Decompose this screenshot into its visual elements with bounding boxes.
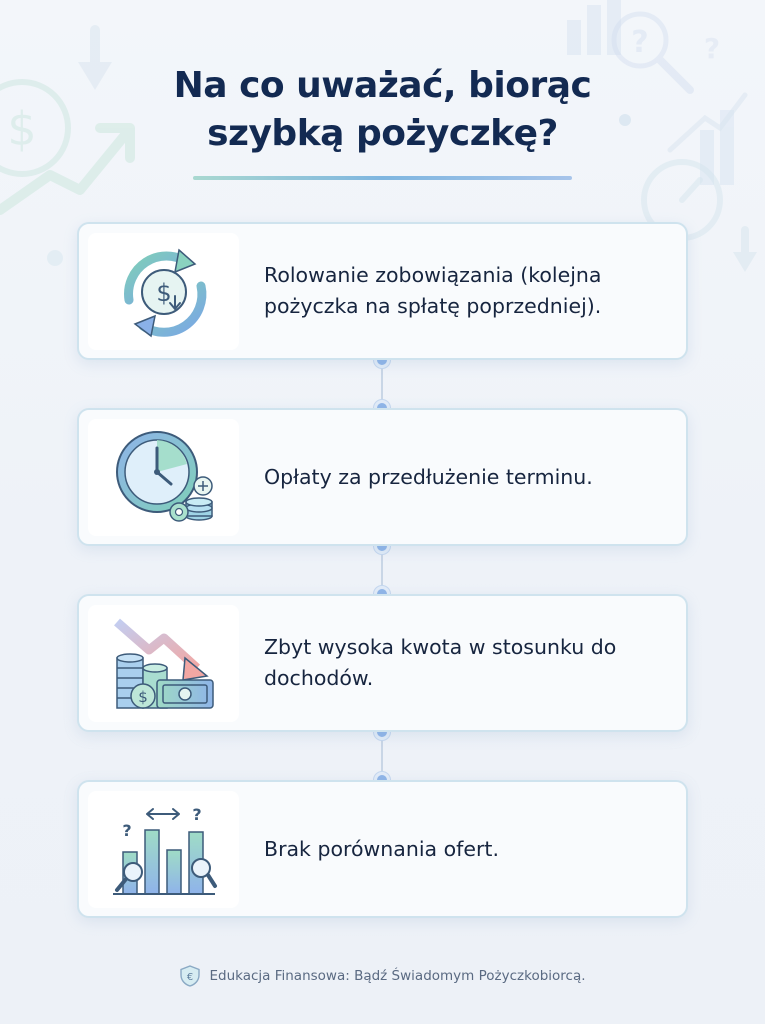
item-text: Zbyt wysoka kwota w stosunku do dochodów. [264,635,617,690]
item-card-4 [77,780,688,918]
title-underline [193,176,572,180]
item-text: Brak porównania ofert. [264,836,499,861]
svg-text:?: ? [121,820,132,840]
shield-euro-icon [179,965,201,987]
svg-text:$: $ [155,278,172,307]
clock-fees-icon [109,428,219,528]
footer-text: Edukacja Finansowa: Bądź Świadomym Pożyczkobiorcą. [209,968,586,984]
svg-text:?: ? [703,32,721,65]
icon-box [88,605,239,722]
bg-arrow-down-right-icon [733,230,757,272]
item-text: Opłaty za przedłużenie terminu. [264,464,593,489]
icon-box [88,419,239,536]
item-text: Rolowanie zobowiązania (kolejna pożyczka na spłatę poprzedniej). [264,263,602,318]
footer [0,965,765,987]
item-card-2 [77,408,688,546]
title-line-2: szybką pożyczkę? [207,113,558,154]
icon-box [88,233,239,350]
svg-text:?: ? [631,25,649,60]
refinance-cycle-icon [109,242,219,342]
item-card-3 [77,594,688,732]
svg-text:?: ? [191,804,202,824]
icon-box [88,791,239,908]
title-line-1: Na co uważać, biorąc [173,65,592,106]
svg-text:$: $ [137,687,148,706]
decline-money-icon [109,614,219,714]
svg-text:$: $ [7,102,37,156]
svg-text:€: € [187,972,194,983]
item-card-1 [77,222,688,360]
compare-chart-icon [109,800,219,900]
page-title [0,62,765,158]
